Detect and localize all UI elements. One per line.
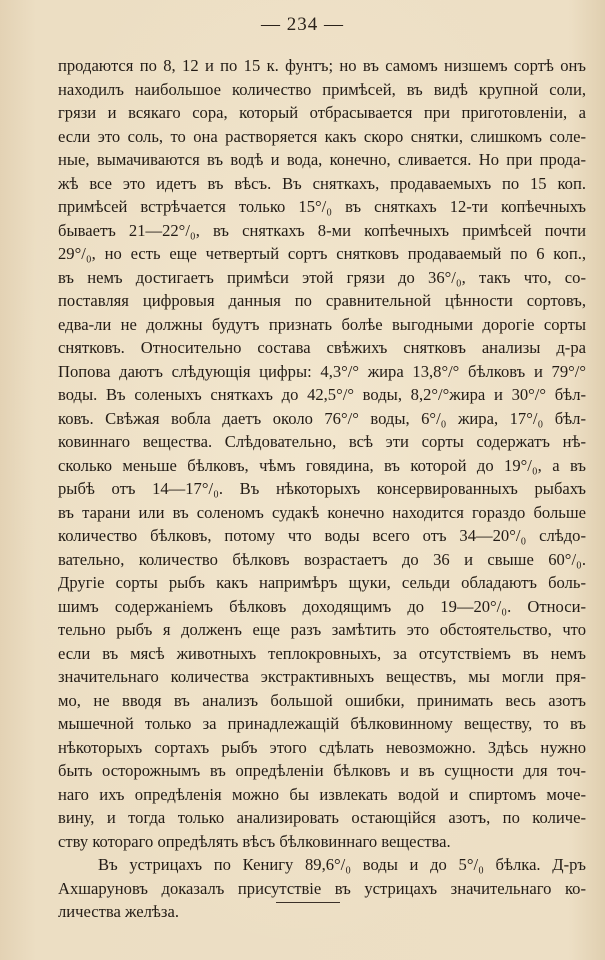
text-line: ству котораго опредѣлять вѣсъ бѣлковиннаго вещества. [58, 831, 451, 851]
text-line: ные, вымачиваются въ водѣ и вода, конечно, сливается. Но при прода- [58, 150, 586, 169]
text-line: Въ устрицахъ по Кенигу 89,6°/₀ воды и до 5°/₀ бѣлка. Д-ръ [98, 855, 586, 874]
page-number: — 234 — [261, 14, 344, 35]
text-line: быть осторожнымъ въ опредѣленіи бѣлковъ и въ сущности для точ- [58, 761, 586, 780]
text-line: едва-ли не должны будутъ признать болѣе выгодными дорогіе сорты [58, 314, 586, 334]
text-line: шимъ содержаніемъ бѣлковъ доходящимъ до 19—20°/₀. Относи- [58, 596, 586, 616]
text-line: Другіе сорты рыбъ какъ напримѣръ щуки, сельди обладаютъ боль- [58, 573, 586, 592]
text-line: въ немъ достигаетъ примѣси этой грязи до 36°/₀, такъ что, со- [58, 267, 586, 287]
text-line: снятковъ. Относительно состава свѣжихъ снятковъ анализы д-ра [58, 338, 586, 357]
text-line: значительнаго количества экстрактивныхъ веществъ, мы могли пря- [58, 667, 586, 686]
text-line: продаются по 8, 12 и по 15 к. фунтъ; но въ самомъ низшемъ сортѣ онъ [58, 56, 586, 75]
text-line: личества желѣза. [58, 902, 180, 921]
text-line: воды. Въ соленыхъ сняткахъ до 42,5°/° воды, 8,2°/°жира и 30°/° бѣл- [58, 385, 586, 404]
text-line: вину, и тогда только анализировать остающійся азотъ, по количе- [58, 808, 586, 827]
text-line: находилъ наибольшое количество примѣсей, въ видѣ крупной соли, [58, 79, 586, 99]
text-line: жѣ все это идетъ въ вѣсъ. Въ сняткахъ, продаваемыхъ по 15 коп. [58, 173, 586, 193]
text-line: въ тарани или въ соленомъ судакѣ конечно находится гораздо больше [58, 502, 586, 522]
text-line: если это соль, то она растворяется какъ скоро снятки, слишкомъ соле- [58, 126, 586, 146]
text-line: нѣкоторыхъ сортахъ рыбъ этого сдѣлать невозможно. Здѣсь нужно [58, 737, 586, 757]
text-line: Попова даютъ слѣдующія цифры: 4,3°/° жира 13,8°/° бѣлковъ и 79°/° [58, 361, 586, 381]
text-line: сколько меньше бѣлковъ, чѣмъ говядина, въ которой до 19°/₀, а въ [58, 455, 586, 475]
text-line: мо, не вводя въ анализъ большой ошибки, принимать весь азотъ [58, 690, 586, 710]
text-line: Ахшаруновъ доказалъ присутствіе въ устрицахъ значительнаго ко- [58, 878, 586, 898]
text-line: если въ мясѣ животныхъ теплокровныхъ, за отсутствіемъ въ немъ [58, 643, 586, 663]
text-line: примѣсей встрѣчается только 15°/₀ въ сняткахъ 12-ти копѣечныхъ [58, 197, 586, 216]
text-line: поставляя цифровыя данныя по сравнительной цѣнности сортовъ, [58, 291, 586, 310]
text-line: грязи и всякаго сора, который отбрасывается при приготовленіи, а [58, 103, 586, 122]
text-line: ковъ. Свѣжая вобла даетъ около 76°/° воды, 6°/₀ жира, 17°/₀ бѣл- [58, 408, 586, 428]
text-line: наго ихъ опредѣленія можно бы извлекать водой и спиртомъ моче- [58, 784, 586, 804]
text-line: рыбѣ отъ 14—17°/₀. Въ нѣкоторыхъ консервированныхъ рыбахъ [58, 479, 586, 498]
text-line: ковиннаго вещества. Слѣдовательно, всѣ эти сорты содержатъ нѣ- [58, 432, 586, 451]
text-line: вательно, количество бѣлковъ возрастаетъ до 36 и свыше 60°/₀. [58, 549, 586, 569]
text-line: 29°/₀, но есть еще четвертый сортъ снятковъ продаваемый по 6 коп., [58, 244, 586, 263]
text-line: тельно рыбъ я долженъ еще разъ замѣтить это обстоятельство, что [58, 620, 586, 639]
text-line: бываетъ 21—22°/₀, въ сняткахъ 8-ми копѣечныхъ примѣсей почти [58, 220, 586, 240]
text-line: мышечной только за принадлежащій бѣлковинному веществу, то въ [58, 714, 586, 733]
text-line: количество бѣлковъ, потому что воды всего отъ 34—20°/₀ слѣдо- [58, 526, 586, 545]
body-text [58, 54, 586, 924]
section-divider [276, 902, 340, 903]
